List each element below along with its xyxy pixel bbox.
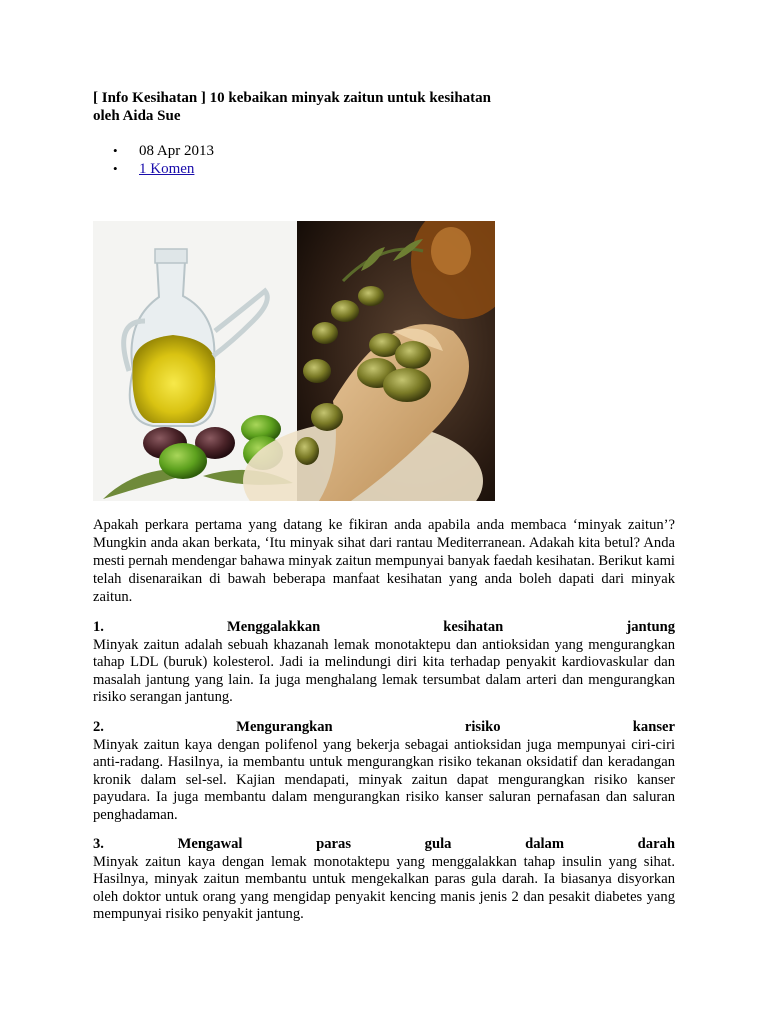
article-header bbox=[93, 89, 693, 125]
heading-word: Mengawal bbox=[177, 836, 243, 852]
heading-word: jantung bbox=[626, 619, 675, 635]
benefit-section-2 bbox=[93, 719, 675, 824]
heading-word: Menggalakkan bbox=[226, 619, 321, 635]
heading-word: Mengurangkan bbox=[236, 719, 333, 735]
article-author: oleh Aida Sue bbox=[93, 108, 181, 124]
heading-word: 3. bbox=[93, 836, 104, 852]
benefit-body-1: Minyak zaitun adalah sebuah khazanah lemak monotaktepu dan antioksidan yang mengurangkan tahap LDL (buruk) kolesterol. Jadi ia melindungi diri kita terhadap penyakit kardiovaskular dan masalah jantung yang lain. Ia juga menghalang lemak tersumbat dalam arteri dan mengurangkan risiko serangan jantung. bbox=[93, 636, 675, 705]
heading-word: kanser bbox=[632, 719, 675, 735]
heading-word: risiko bbox=[464, 719, 501, 735]
post-date: 08 Apr 2013 bbox=[139, 143, 214, 159]
benefit-heading-1 bbox=[93, 619, 675, 637]
article-title: [ Info Kesihatan ] 10 kebaikan minyak zaitun untuk kesihatan bbox=[93, 90, 492, 106]
benefit-heading-3 bbox=[93, 836, 675, 854]
meta-date-item bbox=[93, 142, 214, 160]
heading-word: paras bbox=[316, 836, 351, 852]
benefit-section-3 bbox=[93, 836, 675, 924]
heading-word: gula bbox=[424, 836, 452, 852]
comments-link[interactable]: 1 Komen bbox=[139, 161, 195, 177]
article-meta-list bbox=[93, 142, 214, 178]
benefit-section-1 bbox=[93, 619, 675, 707]
heading-word: 2. bbox=[93, 719, 104, 735]
meta-comments-item bbox=[93, 160, 214, 178]
olive-oil-photo bbox=[93, 221, 495, 501]
heading-word: dalam bbox=[525, 836, 564, 852]
intro-paragraph: Apakah perkara pertama yang datang ke fikiran anda apabila anda membaca ‘minyak zaitun’? Mungkin anda akan berkata, ‘Itu minyak sihat dari rantau Mediterranean. Adakah kita betul? Anda mesti pernah mendengar bahawa minyak zaitun mempunyai banyak faedah kesihatan. Berikut kami telah disenaraikan di bawah beberapa manfaat kesihatan yang anda boleh dapati dari minyak zaitun. bbox=[93, 517, 675, 605]
benefit-body-2: Minyak zaitun kaya dengan polifenol yang bekerja sebagai antioksidan juga mempunyai ciri-ciri anti-radang. Hasilnya, ia membantu untuk mengurangkan risiko tekanan oksidatif dan keradangan kronik dalam sel-sel. Kajian mendapati, minyak zaitun dapat mengurangkan risiko kanser payudara. Ia juga membantu dalam mengurangkan risiko kanser saluran pernafasan dan saluran penghadaman. bbox=[93, 736, 675, 823]
benefit-body-3: Minyak zaitun kaya dengan lemak monotaktepu yang menggalakkan tahap insulin yang sihat. Hasilnya, minyak zaitun membantu untuk mengekalkan paras gula darah. Ia biasanya disyorkan oleh doktor untuk orang yang mengidap penyakit kencing manis jenis 2 dan pesakit diabetes yang mempunyai risiko penyakit jantung. bbox=[93, 853, 675, 922]
heading-word: darah bbox=[637, 836, 675, 852]
benefit-heading-2 bbox=[93, 719, 675, 737]
heading-word: kesihatan bbox=[443, 619, 504, 635]
heading-word: 1. bbox=[93, 619, 104, 635]
olive-oil-illustration bbox=[93, 221, 495, 501]
